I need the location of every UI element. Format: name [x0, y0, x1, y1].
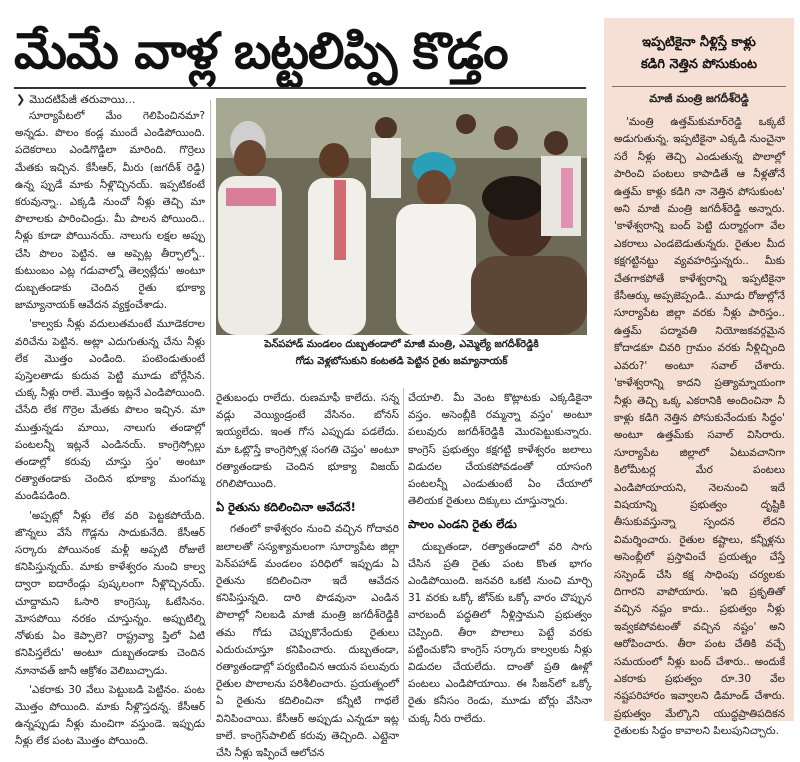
- headline: మేమే వాళ్ల బట్టలిప్పి కొడ్తం: [14, 22, 508, 80]
- article-column-3: [408, 390, 592, 725]
- sidebar-box: [604, 18, 794, 738]
- article-paragraph: దుబ్బతండా, రత్యాతండాలో వరి సాగు చేసిన ప్రతి రైతు పంట కొంత భాగం ఎండిపోయింది. జనవరి ఒకటి నుంచి మార్చి 31 వరకు ఒక్కో జోన్‌కు ఒక్కో వారం చొప్పున వారబందీ పద్ధతిలో నీళ్లిస్తామని ప్రభుత్వం చెప్పింది. తీరా పొలాలు పెట్టే వరకు పట్టించుకోని కాంగ్రెస్ సర్కారు కాల్వలకు నీళ్లు విడుదల చేయలేదు. దాంతో ప్రతి ఊళ్లో పంటలు ఎండిపోయాయి. ఈ సీజన్‌లో ఒక్కో రైతు కనీసం రెండు, మూడు బోర్లు వేసినా చుక్క నీరు రాలేదు.: [408, 540, 592, 725]
- article-paragraph: గతంలో కాళేశ్వరం నుంచి వచ్చిన గోదావరి జలాలతో సస్యశ్యామలంగా సూర్యాపేట జిల్లా పెన్‌పహాడ్ మండలం పరిధిలో ఇప్పుడు ఏ రైతును కదిలించినా ఇదే ఆవేదన కనిపిస్తున్నది. దారి పొడవునా ఎండిన పొలాల్లో నిలబడి మాజీ మంత్రి జగదీశ్‌రెడ్డికి తమ గోడు చెప్పుకొనేందుకు రైతులు ఎదురుచూస్తూ కనిపించారు. దుబ్బతండా, రత్యాతండాల్లో పర్యటించిన ఆయన పలువురు రైతుల పొలాలను పరిశీలించారు. ప్రయత్నంలో ఏ రైతును కదిలించినా కన్నీటి గాథలే వినిపించాయి. కేసీఆర్ అప్పుడు ఎన్నడూ ఇట్ల కాలే. కాంగ్రెస్‌పాలిట్ కరువు తెచ్చింది. ఎట్లైనా చేసి నీళ్లు ఇప్పించే ఆలోచన: [216, 523, 400, 760]
- column-divider: [210, 100, 211, 720]
- headline-rule: [14, 87, 586, 89]
- farmers-gathering-illustration: [216, 98, 587, 335]
- article-column-1: [15, 108, 205, 748]
- photo-caption: [216, 336, 587, 376]
- caption-line: గోడు వెళ్లబోసుకుని కంటతడి పెట్టిన రైతు జమ్యానాయక్: [295, 356, 508, 367]
- article-column-2: [216, 390, 400, 760]
- article-paragraph: రైతుబంధు రాలేదు. రుణమాఫీ కాలేదు. సన్న వడ్లు వెయ్యిండ్రంటే వేసినం. బోనస్ ఇయ్యలేదు. ఇంత గోస ఎప్పుడు పడలేదు. మా ఓట్లొస్తే కాంగ్రెస్సోళ్ల సంగతి చెప్తం' అంటూ రత్యాతండాకు చెందిన భూక్యా విజయ్ రగిలిపోయింది.: [216, 392, 399, 491]
- sidebar-title: [612, 32, 786, 76]
- article-paragraph: 'అప్పట్లో నీళ్లు లేక వరి పెట్టకపోయేది. జొన్నలు వేసే గొడ్లను సాదుకునేది. కేసీఆర్ సర్కారు పోయినంక మళ్లీ అప్పటి రోజులే కనిపిస్తున్నయ్. మాకు కాళేశ్వరం నుంచి కాల్వ ద్వారా ఐదారేండ్లు పుష్కలంగా నీళ్లొచ్చినయ్. చూద్దామని ఓసారి కాంగ్రెస్కు ఓటేసినం. మోసపోయి నరకం చూస్తున్నం. అప్పుటిల్ని నోళుకు ఏం కెప్పాలె? రాష్ట్రవ్యా ప్తిలో ఏటి కనిపిస్తలేదు' అంటూ దుబ్బతండాకు చెందిన నూనావత్ జానీ ఆక్రోశం వెలిబుచ్చాడు.: [15, 509, 205, 677]
- news-photo: [216, 98, 587, 335]
- sidebar-subtitle: మాజీ మంత్రి జగదీశ్‌రెడ్డి: [649, 92, 749, 105]
- sidebar-body: [614, 114, 785, 738]
- section-subhead: ఏ రైతును కదిలించినా ఆవేదనే!: [216, 500, 356, 515]
- caption-line: పెన్‌పహాడ్ మండలం దుబ్బతండాలో మాజీ మంత్రి, ఎమ్మెల్యే జగదీశ్‌రెడ్డికి: [264, 339, 539, 350]
- chevron-right-icon: ❯: [16, 93, 26, 106]
- kicker-text: మొదటిపేజీ తరువాయి...: [29, 93, 136, 106]
- section-subhead: పాలం ఎండని రైతు లేడు: [408, 517, 517, 532]
- article-paragraph: చేయాలి. మీ వెంట కొట్లాటకు ఎక్కడికైనా వస్తం. అసెంబ్లీకి రమ్మన్నా వస్తం' అంటూ పలువురు జగదీశ్‌రెడ్డికి మొరపెట్టుకున్నారు. కాంగ్రెస్ ప్రభుత్వం కక్షగట్టి కాళేశ్వరం జలాలు విడుదల చేయకపోవడంతో యాసంగి పంటలన్నీ ఎండుతుంటే ఏం చేయాలో తెలియక రైతులు దిక్కులు చూస్తున్నారు.: [408, 392, 592, 508]
- sidebar-title-line: కడిగి నెత్తిన పోసుకుంట: [640, 57, 758, 72]
- column-divider: [403, 388, 404, 720]
- continuation-kicker: [16, 92, 135, 108]
- sidebar-paragraph: 'మంత్రి ఉత్తమ్‌కుమార్‌రెడ్డి ఒక్కటే అడుగుతున్న. ఇప్పటికైనా ఎక్కడి నుంచైనా సరే నీళ్లు తెచ్చి ఎండుతున్న పొలాల్లో పారించి పంటలు కాపాడితే ఆ నీళ్లతోనే ఉత్తమ్ కాళ్లు కడిగి నా నెత్తిన పోసుకుంట' అని మాజీ మంత్రి జగదీశ్‌రెడ్డి అన్నారు. 'కాళేశ్వరాన్ని బంద్ పెట్టి దుర్మార్గంగా వేల ఎకరాలు ఎండబెడుతున్నరు. రైతుల మీద కక్షగట్టినట్టు వ్యవహరిస్తున్నరు.. మీకు చేతగాకపోతే కాళేశ్వరాన్ని ఇప్పటికైనా కేసీఆర్కు అప్పజెప్పండి.. మూడు రోజుల్లోనే సూర్యాపేట జిల్లా వరకు నీళ్లు పారిస్తం.. ఉత్తమ్ పద్మావతి నియోజకవర్గమైన కోదాడకూ చివరి గ్రామం వరకు నీళ్లిచ్చింది ఎవరు?' అంటూ సవాల్ చేశారు. 'కాళేశ్వరాన్ని కాదని ప్రత్యామ్నాయంగా నీళ్లు తెచ్చి ఒక్క ఎకరానికి అందించినా నీ కాళ్లు కడిగి నెత్తిన పోసుకునేందుకు సిద్ధం' అంటూ ఉత్తమ్‌కు సవాల్ విసిరారు. సూర్యాపేట జిల్లాలో ఏటువచానిగా కిలోమీటర్ల మేర పంటలు ఎండిపోయాయని, నెలనుంచి ఇదే విషయాన్ని ప్రభుత్వం దృష్టికి తీసుకువస్తున్నా స్పందన లేదని విమర్శించారు. రైతుల కష్టాలు, కన్నీళ్లను అసెంబ్లీలో ప్రస్తావించే ప్రయత్నం చేస్తే సస్పెండ్ చేసి కక్ష సాధింపు చర్యలకు దిగారని వాపోయారు. 'ఇది ప్రకృతితో వచ్చిన నష్టం కాదు.. ప్రభుత్వం నీళ్లు ఇవ్వకపోవటంతో వచ్చిన నష్టం' అని ఆరోపించారు. తీరా పంట చేతికి వచ్చే సమయంలో నీళ్లు బంద్ చేశారు.. అందుకే ఎకరాకు ప్రభుత్వం రూ.30 వేల నష్టపరిహారం ఇవ్వాలని డిమాండ్ చేశారు. ప్రభుత్వం మేల్కొని యుద్ధప్రాతిపదికన రైతులకు సిద్ధం కావాలని పిలుపునిచ్చారు.: [614, 116, 785, 738]
- article-paragraph: 'ఎకరాకు 30 వేలు పెట్టుబడి పెట్టినం. పంట మొత్తం పోయింది. మాకు నీళ్లొస్తదన్న. కేసీఆర్ ఉన్నప్పుడు నీళ్లు మంచిగా వస్తుండె. ఇప్పుడు నీళ్లు లేక పంట మొత్తం పోయింది.: [15, 683, 205, 748]
- sidebar-rule: [612, 86, 786, 87]
- article-paragraph: 'కాల్వకు నీళ్లు వదులుతమంటే మూడెకరాల వరిచేను పెట్టిన. అట్లా ఎదుగుతున్న చేను నీళ్లు లేక మొత్తం ఎండింది. పంటెండుతుంటే పుస్తెలతాడు కుదువ పెట్టి మూడు బోర్లేసిన. చుక్క నీళ్లు రాలే. మొత్తం ఇట్లనే ఎండిపోయింది. చేసేది లేక గొర్రెల మేతకు పొలం ఇచ్చిన. మా ముత్తున్నడు మాయి, నాలుగు తండాల్లో పంటలన్నీ ఇట్లనే ఎండినయ్. కాంగ్రెస్సోల్లు తండాల్లో కరువు చూస్తు స్తం' అంటూ రత్యాతండాకు చెందిన భూక్యా మంగమ్మ మండిపడింది.: [15, 318, 205, 503]
- sidebar-title-line: ఇప్పటికైనా నీళ్లిస్తే కాళ్లు: [642, 35, 756, 50]
- article-paragraph: సూర్యాపేటలో మేం గెలిపించినమా? అన్నడు. పొలం కండ్ల ముందే ఎండిపోయింది. పదెకరాలు ఎండిగొడ్డిలా మారింది. గొర్రెలు మేతకు ఇచ్చిన. కేసీఆర్, మీరు (జగదీశ్ రెడ్డి) ఉన్న ప్పుడే మాకు నీళ్లొచ్చినయ్. ఇప్పటికంటే కరువున్నా.. ఎక్కడి నుంచో నీళ్లు తెచ్చి మా పొలాలకు పారించిండ్రు. మీ పాలన పోయింది.. నీళ్లు కూడా పోయినయ్. నాలుగు లక్షల అప్పు చేసి పొలం పెట్టిన. ఆ అప్పెట్ల తీర్చాల్నో.. కుటుంబం ఎట్ల గడువాల్నో తెల్వట్లేదు' అంటూ దుబ్బతండాకు చెందిన రైతు భూక్యా జామ్యానాయక్ ఆవేదన వ్యక్తంచేశాడు.: [15, 110, 205, 312]
